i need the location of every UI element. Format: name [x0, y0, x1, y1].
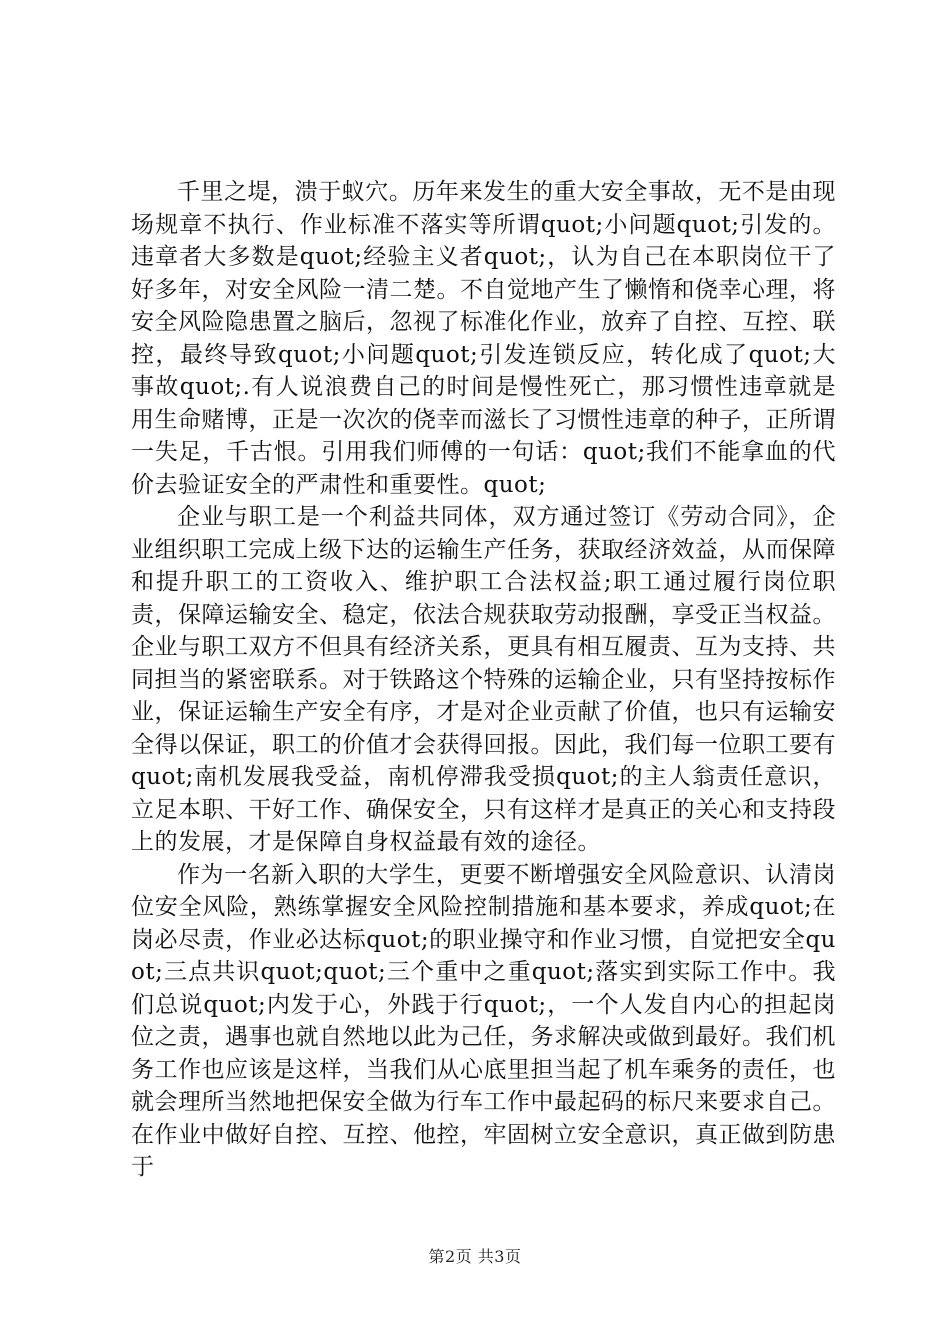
paragraph-3: 作为一名新入职的大学生，更要不断增强安全风险意识、认清岗位安全风险，熟练掌握安全风险控制措施和基本要求，养成quot;在岗必尽责，作业必达标quot;的职业操守和作业习惯，自觉把安全quot;三点共识quot;quot;三个重中之重quot;落实到实际工作中。我们总说quot;内发于心，外践于行quot;，一个人发自内心的担起岗位之责，遇事也就自然地以此为己任，务求解决或做到最好。我们机务工作也应该是这样，当我们从心底里担当起了机车乘务的责任，也就会理所当然地把保安全做为行车工作中最起码的标尺来要求自己。在作业中做好自控、互控、他控，牢固树立安全意识，真正做到防患于: [131, 861, 836, 1180]
paragraph-1: 千里之堤，溃于蚁穴。历年来发生的重大安全事故，无不是由现场规章不执行、作业标准不落实等所谓quot;小问题quot;引发的。违章者大多数是quot;经验主义者quot;，认为自己在本职岗位干了好多年，对安全风险一清二楚。不自觉地产生了懒惰和侥幸心理，将安全风险隐患置之脑后，忽视了标准化作业，放弃了自控、互控、联控，最终导致quot;小问题quot;引发连锁反应，转化成了quot;大事故quot;.有人说浪费自己的时间是慢性死亡，那习惯性违章就是用生命赌博，正是一次次的侥幸而滋长了习惯性违章的种子，正所谓一失足，千古恨。引用我们师傅的一句话：quot;我们不能拿血的代价去验证安全的严肃性和重要性。quot;: [131, 179, 836, 498]
page-footer: 第2页 共3页: [428, 1247, 522, 1266]
document-body: [131, 176, 836, 1184]
paragraph-2: 企业与职工是一个利益共同体，双方通过签订《劳动合同》，企业组织职工完成上级下达的运输生产任务，获取经济效益，从而保障和提升职工的工资收入、维护职工合法权益;职工通过履行岗位职责，保障运输安全、稳定，依法合规获取劳动报酬，享受正当权益。企业与职工双方不但具有经济关系，更具有相互履责、互为支持、共同担当的紧密联系。对于铁路这个特殊的运输企业，只有坚持按标作业，保证运输生产安全有序，才是对企业贡献了价值，也只有运输安全得以保证，职工的价值才会获得回报。因此，我们每一位职工要有quot;南机发展我受益，南机停滞我受损quot;的主人翁责任意识，立足本职、干好工作、确保安全，只有这样才是真正的关心和支持段上的发展，才是保障自身权益最有效的途径。: [131, 504, 836, 855]
